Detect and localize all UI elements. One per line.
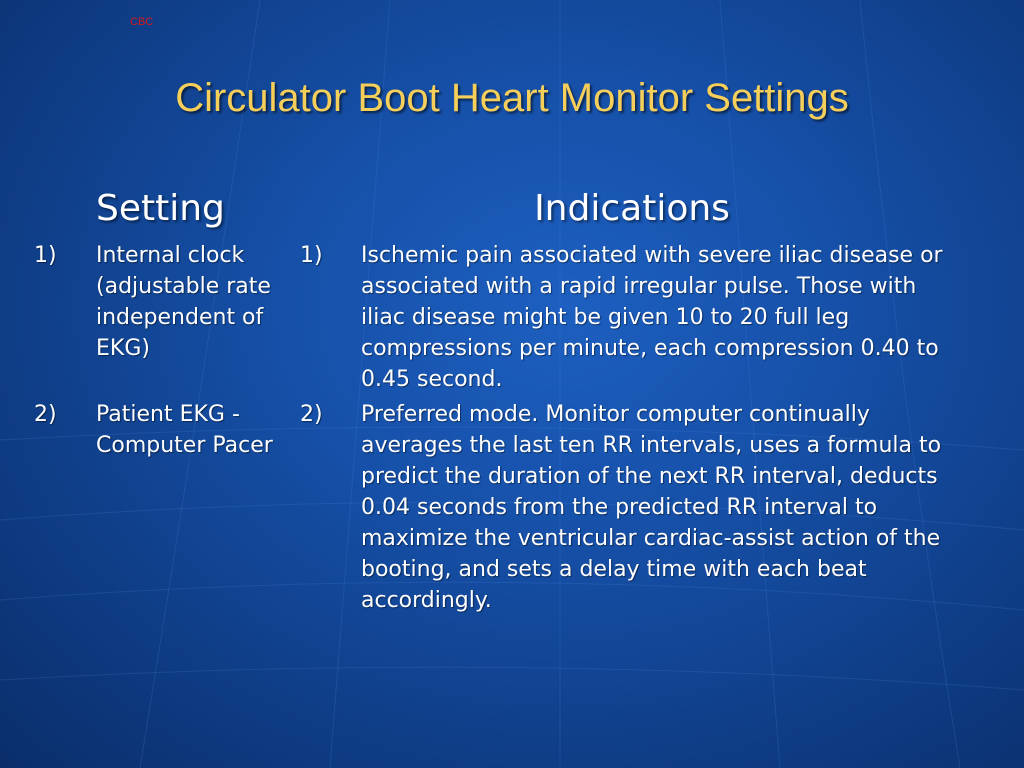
setting-item-number: 1)	[34, 243, 57, 268]
cbc-tag: CBC	[130, 16, 154, 28]
indication-item-text: Ischemic pain associated with severe iliac disease or associated with a rapid irregular pulse. Those with iliac disease might be given 10 to 20 full leg compressions per minute, each compression 0.40 to 0.45 second.	[361, 243, 943, 392]
indication-item-text: Preferred mode. Monitor computer continually averages the last ten RR intervals, uses a formula to predict the duration of the next RR interval, deducts 0.04 seconds from the predicted RR interval to maximize the ventricular cardiac-assist action of the booting, and sets a delay time with each beat accordingly.	[361, 402, 942, 613]
setting-item-text: Patient EKG - Computer Pacer	[96, 402, 273, 458]
indications-column-heading: Indications	[534, 188, 730, 229]
slide-title: Circulator Boot Heart Monitor Settings	[175, 76, 849, 120]
setting-item-number: 2)	[34, 402, 57, 427]
setting-column-heading: Setting	[96, 188, 225, 229]
indication-item-number: 2)	[300, 402, 323, 427]
setting-item-text: Internal clock (adjustable rate independent of EKG)	[96, 243, 271, 361]
indication-item-number: 1)	[300, 243, 323, 268]
